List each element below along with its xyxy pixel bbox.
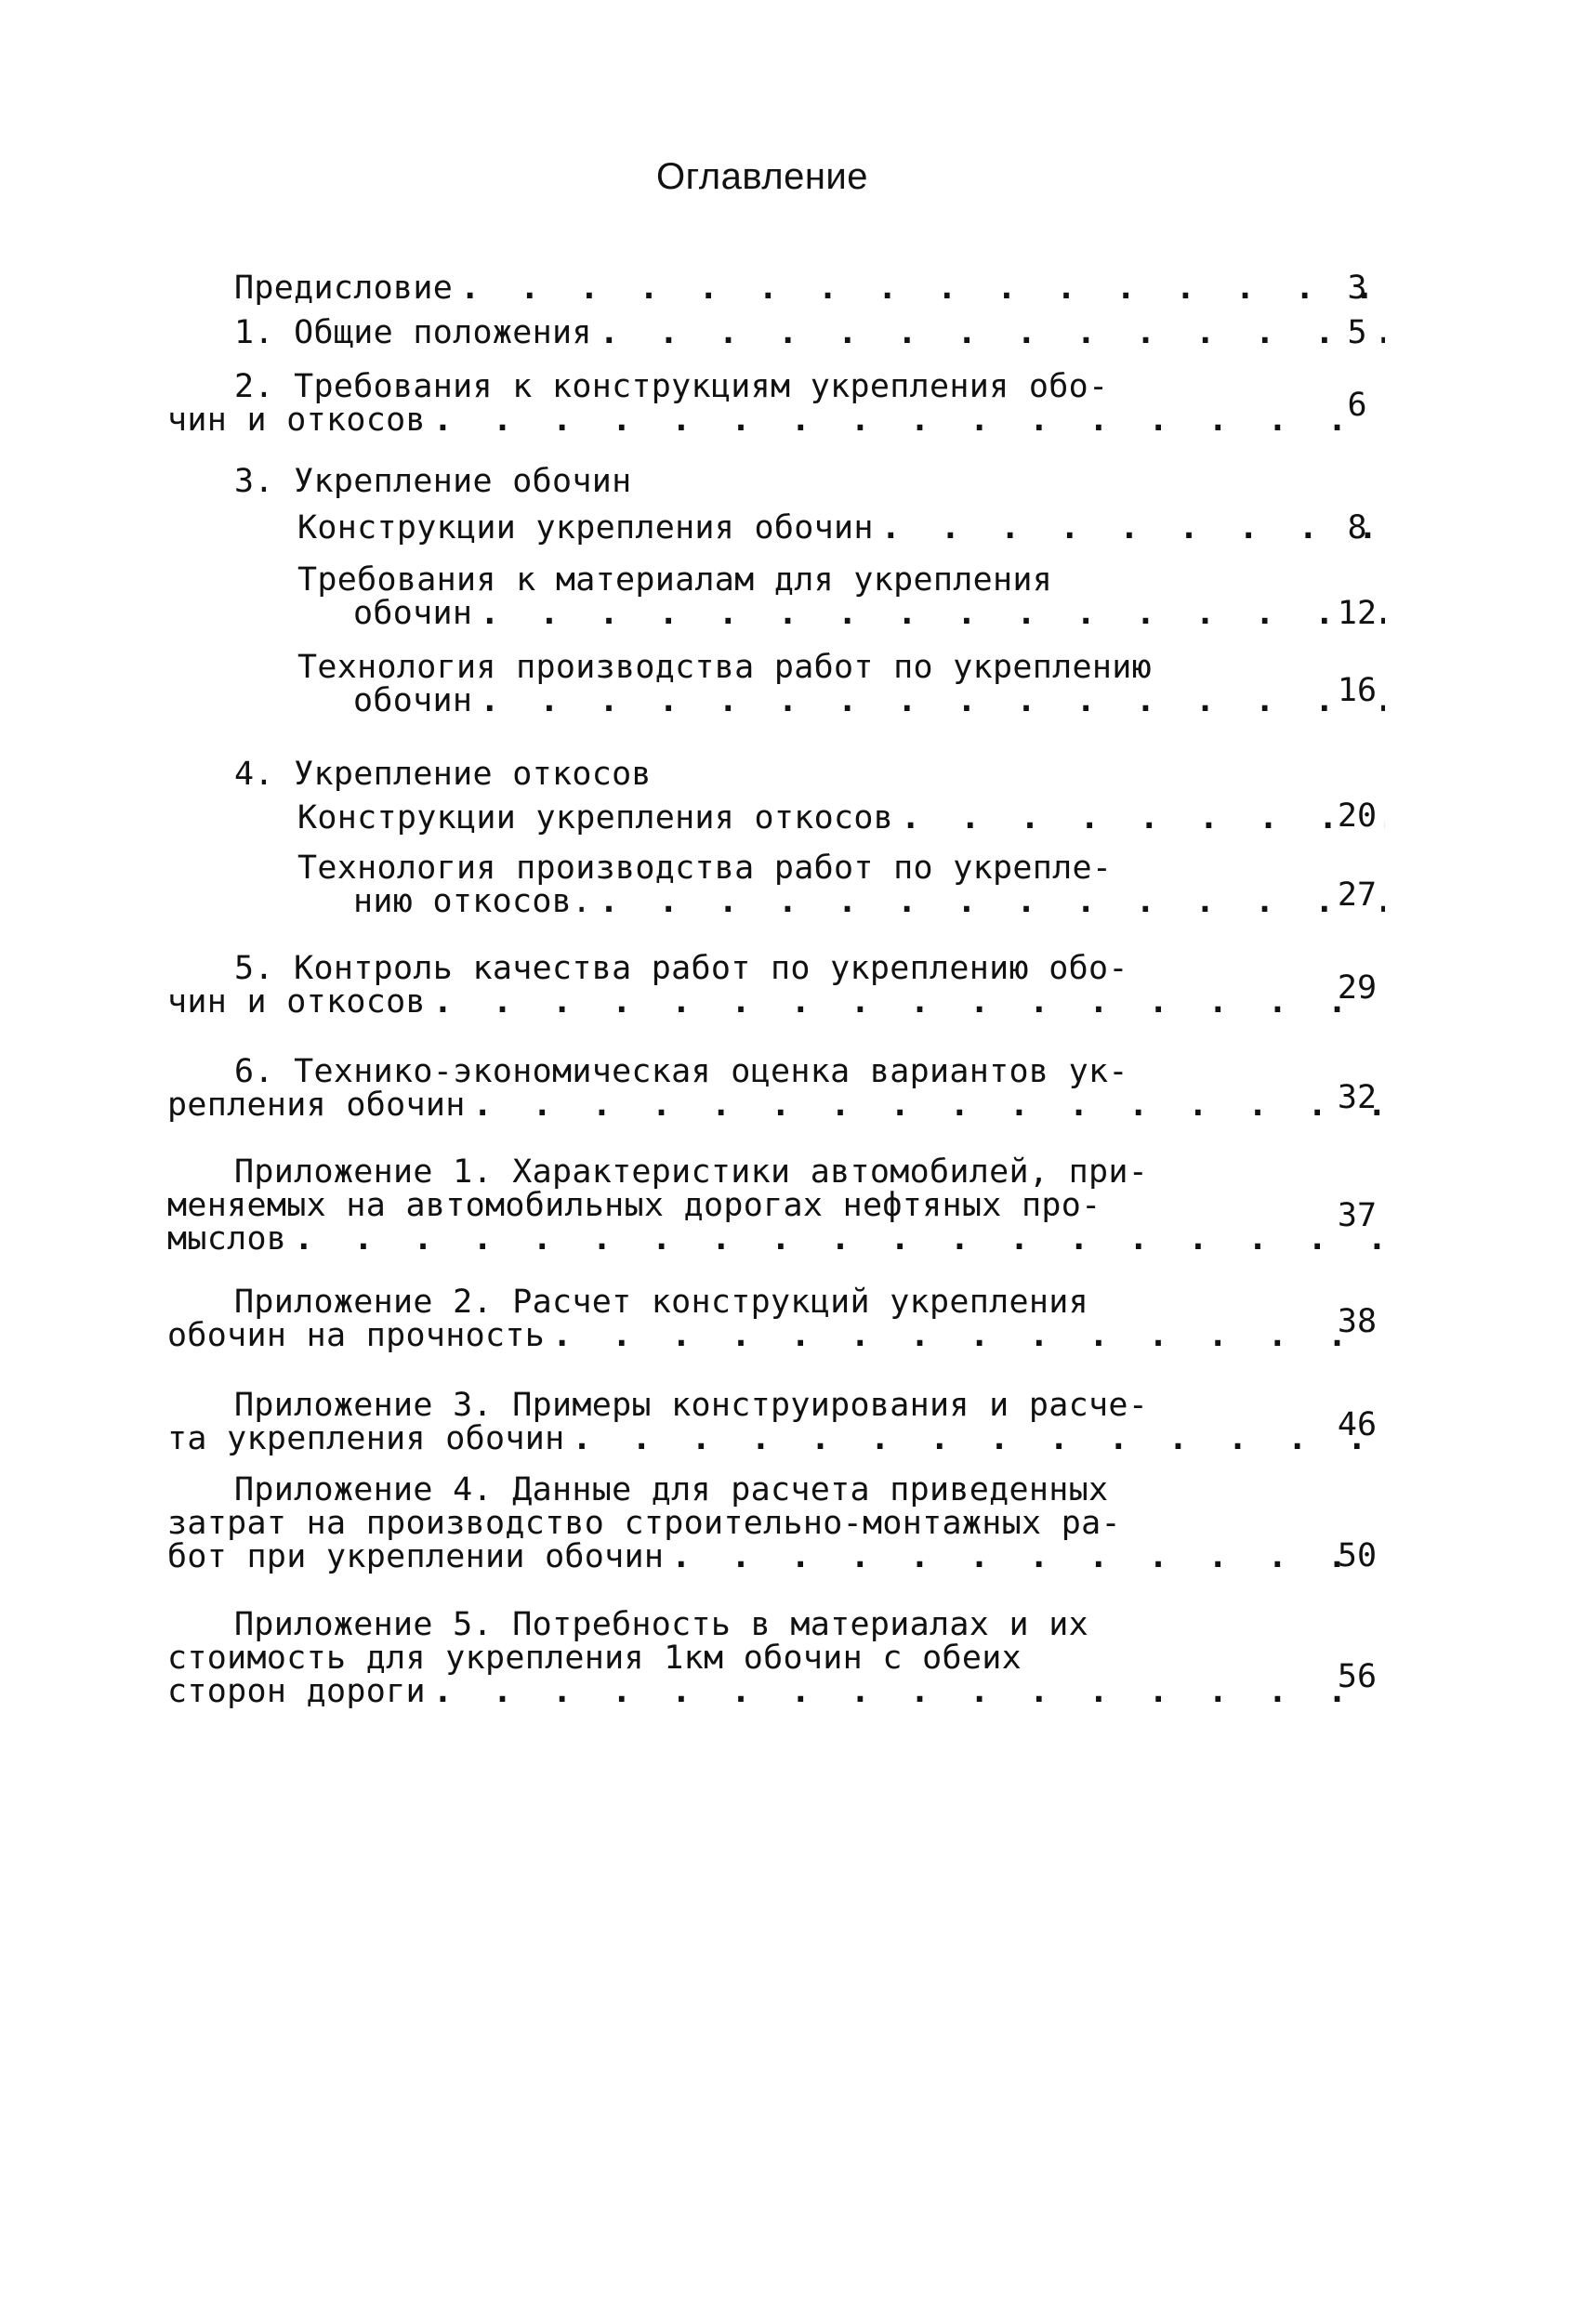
toc-entry-label: Приложение 5. Потребность в материалах и их: [234, 1606, 1088, 1643]
toc-page-number: 37: [1337, 1197, 1378, 1234]
toc-entry-appendix-5[interactable]: [167, 1608, 1385, 1708]
toc-entry-label: Приложение 1. Характеристики автомобилей, при-: [234, 1153, 1149, 1191]
toc-entry-subsection[interactable]: [167, 651, 1385, 718]
toc-entry-subsection[interactable]: [167, 801, 1385, 835]
toc-heading-label: 4. Укрепление откосов: [234, 756, 652, 793]
toc-page-number: 38: [1337, 1303, 1378, 1340]
toc-entry-section-1[interactable]: [167, 316, 1385, 349]
toc-heading-label: 3. Укрепление обочин: [234, 463, 632, 500]
toc-entry-subsection[interactable]: [167, 563, 1385, 630]
toc-entry-label: обочин на прочность: [167, 1317, 546, 1354]
toc-entry-label: 2. Требования к конструкциям укрепления обо-: [234, 368, 1109, 405]
toc-entry-label: нию откосов.: [353, 883, 592, 920]
toc-entry-label: 6. Технико-экономическая оценка вариантов ук-: [234, 1053, 1128, 1090]
dot-leader: [426, 1675, 1385, 1708]
toc-page-number: 32: [1337, 1079, 1378, 1116]
dot-leader: [472, 684, 1385, 718]
dot-leader: [466, 1088, 1385, 1122]
toc-entry-label: Конструкции укрепления откосов: [297, 799, 894, 836]
toc-entry-appendix-1[interactable]: [167, 1155, 1385, 1256]
dot-leader: [564, 1422, 1385, 1455]
toc-page-number: 5: [1347, 314, 1367, 351]
dot-leader: [592, 316, 1385, 349]
toc-entry-label: Технология производства работ по укреплению: [297, 649, 1152, 686]
toc-page-number: 16: [1337, 672, 1378, 709]
toc-page-number: 8: [1347, 509, 1367, 547]
dot-leader: [893, 801, 1385, 835]
toc-entry-subsection[interactable]: [167, 511, 1385, 545]
toc-entry-label: та укрепления обочин: [167, 1420, 565, 1457]
toc-entry-label: 1. Общие положения: [234, 314, 592, 351]
toc-entry-preface[interactable]: [167, 271, 1385, 305]
toc-entry-label: мыслов: [167, 1220, 287, 1258]
toc-entry-label: 5. Контроль качества работ по укреплению обо-: [234, 950, 1128, 987]
dot-leader: [472, 597, 1385, 630]
toc-entry-subsection[interactable]: [167, 851, 1385, 918]
toc-heading-section-3[interactable]: [167, 465, 1385, 498]
toc-entry-label: Предисловие: [234, 270, 454, 307]
toc-entry-appendix-3[interactable]: [167, 1389, 1385, 1455]
dot-leader: [453, 271, 1385, 305]
dot-leader: [591, 885, 1385, 918]
toc-entry-label: бот при укреплении обочин: [167, 1538, 665, 1575]
toc-page-number: 46: [1337, 1406, 1378, 1443]
dot-leader: [664, 1540, 1385, 1574]
toc-page-number: 27: [1337, 876, 1378, 914]
toc-entry-label: Приложение 2. Расчет конструкций укрепления: [234, 1284, 1088, 1321]
dot-leader: [545, 1319, 1385, 1352]
dot-leader: [426, 985, 1385, 1019]
toc-entry-label: Приложение 3. Примеры конструирования и расче-: [234, 1387, 1149, 1424]
toc-entry-label: чин и откосов: [167, 983, 426, 1021]
toc-entry-label: обочин: [353, 595, 473, 632]
toc-page-number: 12: [1337, 595, 1378, 632]
toc-page-number: 3: [1347, 270, 1367, 307]
toc-entry-label: стоимость для укрепления 1км обочин с обеих: [167, 1640, 1022, 1677]
toc-entry-section-5[interactable]: [167, 952, 1385, 1019]
toc-entry-label: обочин: [353, 682, 473, 719]
page-title: Оглавление: [655, 156, 868, 197]
toc-entry-label: чин и откосов: [167, 402, 426, 439]
toc-entry-appendix-2[interactable]: [167, 1285, 1385, 1352]
toc-page-number: 29: [1337, 969, 1378, 1007]
dot-leader: [874, 511, 1385, 545]
dot-leader: [286, 1222, 1385, 1256]
toc-entry-appendix-4[interactable]: [167, 1473, 1385, 1574]
toc-page-number: 20: [1337, 797, 1378, 835]
toc-entry-label: сторон дороги: [167, 1673, 426, 1710]
toc-entry-label: меняемых на автомобильных дорогах нефтяных про-: [167, 1187, 1101, 1224]
toc-entry-section-6[interactable]: [167, 1055, 1385, 1122]
toc-entry-label: Приложение 4. Данные для расчета приведенных: [234, 1471, 1109, 1508]
toc-page-number: 50: [1337, 1537, 1378, 1574]
toc-entry-label: репления обочин: [167, 1087, 466, 1124]
dot-leader: [426, 403, 1385, 437]
toc-entry-section-2[interactable]: [167, 370, 1385, 437]
toc-entry-label: Требования к материалам для укрепления: [297, 561, 1053, 599]
toc-entry-label: Технология производства работ по укрепле-: [297, 849, 1113, 887]
toc-entry-label: Конструкции укрепления обочин: [297, 509, 874, 547]
toc-page-number: 6: [1347, 387, 1367, 424]
toc-entry-label: затрат на производство строительно-монтажных ра-: [167, 1505, 1121, 1542]
toc-heading-section-4[interactable]: [167, 757, 1385, 791]
toc-page-number: 56: [1337, 1658, 1378, 1695]
